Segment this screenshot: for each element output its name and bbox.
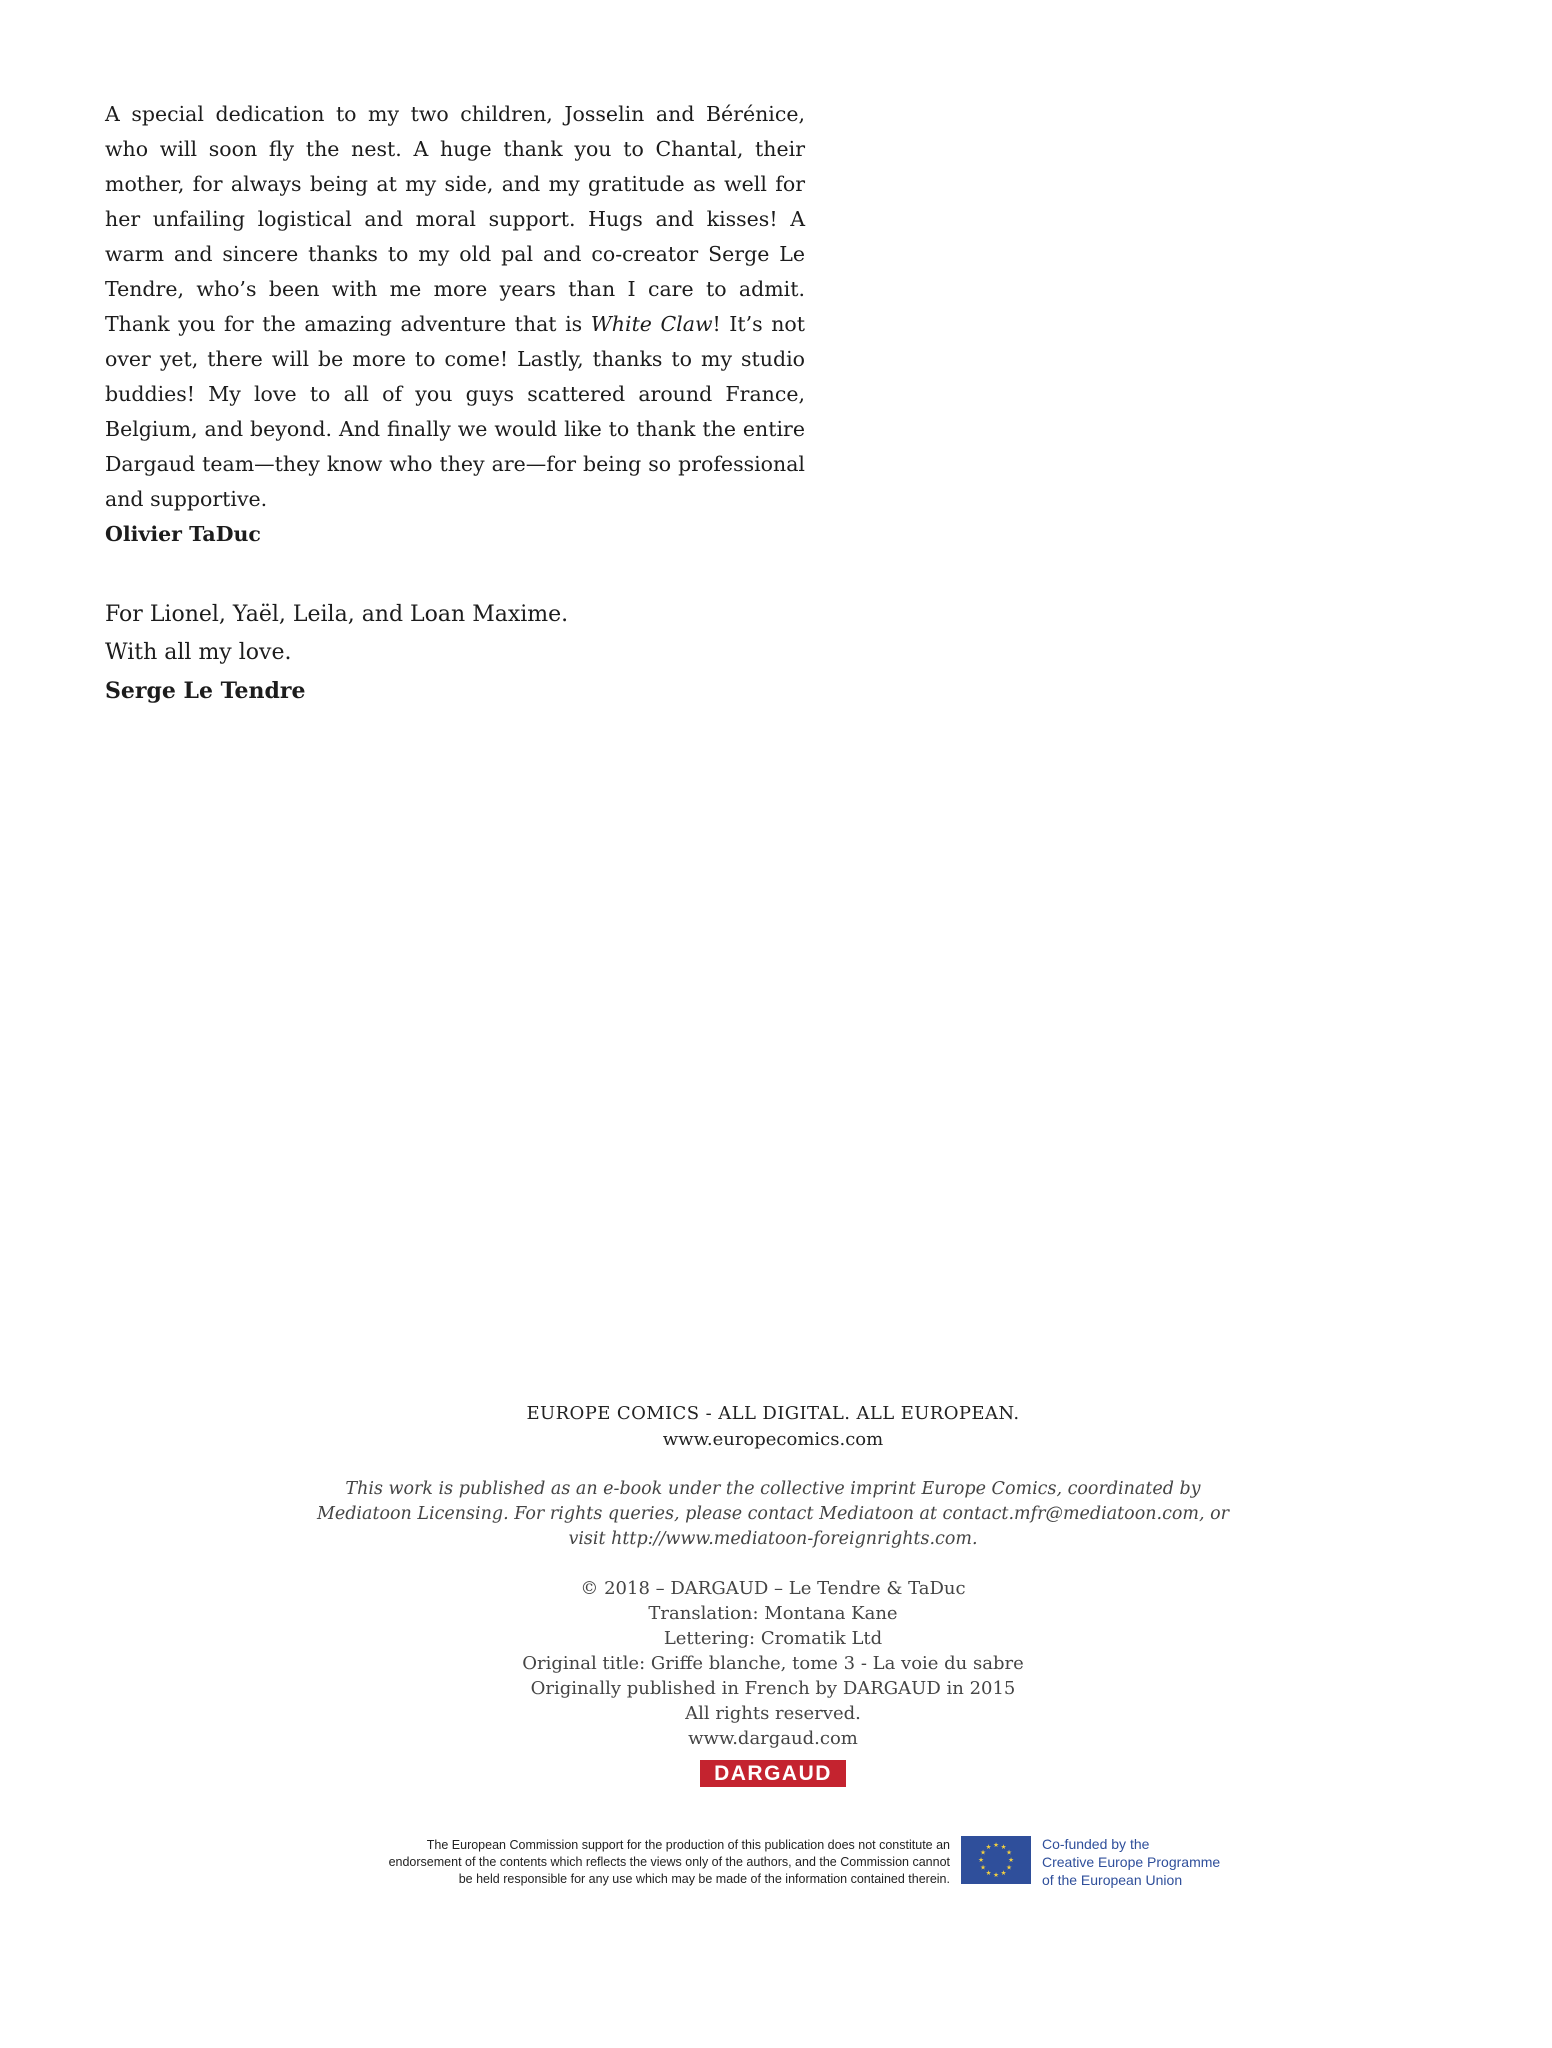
dedication-letendre-line2: With all my love. — [105, 640, 292, 665]
dedication-taduc — [105, 97, 805, 552]
eu-star: ★ — [993, 1842, 999, 1850]
translation-credit: Translation: Montana Kane — [648, 1603, 898, 1624]
credits-block — [300, 1576, 1246, 1751]
eu-star: ★ — [1006, 1864, 1012, 1872]
dargaud-website[interactable]: www.dargaud.com — [688, 1728, 858, 1749]
eu-star: ★ — [980, 1864, 986, 1872]
eu-cofunded-label — [1042, 1835, 1220, 1889]
signature-taduc: Olivier TaDuc — [105, 522, 261, 546]
dargaud-logo: DARGAUD — [700, 1760, 846, 1787]
dedication-taduc-text-part2: ! It’s not over yet, there will be more to come! Lastly, thanks to my studio buddies! My love to all of you guys scattered around France, Belgium, and beyond. And finally we would like to thank the entire Dargaud team—they know who they are—for being so professional and supportive. — [105, 312, 805, 511]
eu-star: ★ — [985, 1844, 992, 1852]
eu-disclaimer-line: endorsement of the contents which reflects the views only of the authors, and the Commission cannot — [388, 1855, 950, 1869]
eu-star: ★ — [993, 1872, 999, 1880]
eu-star: ★ — [1006, 1849, 1012, 1857]
dedication-taduc-text — [105, 97, 805, 517]
eu-star: ★ — [978, 1857, 984, 1865]
eu-disclaimer-line: The European Commission support for the production of this publication does not constitute an — [426, 1838, 950, 1852]
colophon — [300, 1401, 1246, 1787]
eu-star: ★ — [1000, 1844, 1007, 1852]
eu-disclaimer — [300, 1837, 950, 1888]
eu-flag-icon — [961, 1836, 1031, 1884]
europe-comics-tagline: EUROPE COMICS - ALL DIGITAL. ALL EUROPEAN. — [526, 1403, 1020, 1424]
eu-star: ★ — [980, 1849, 986, 1857]
dedication-taduc-text-part1: A special dedication to my two children, Josselin and Bérénice, who will soon fly the nest. A huge thank you to Chantal, their mother, for always being at my side, and my gratitude as well for her unfailing logistical and moral support. Hugs and kisses! A warm and sincere thanks to my old pal and co-creator Serge Le Tendre, who’s been with me more years than I care to admit. Thank you for the amazing adventure that is — [105, 102, 805, 336]
original-publication: Originally published in French by DARGAUD in 2015 — [530, 1678, 1016, 1699]
lettering-credit: Lettering: Cromatik Ltd — [663, 1628, 883, 1649]
eu-star: ★ — [985, 1870, 992, 1878]
original-title: Original title: Griffe blanche, tome 3 - La voie du sabre — [522, 1653, 1024, 1674]
publication-notice: This work is published as an e-book under the collective imprint Europe Comics, coordinated by Mediatoon Licensing. For rights queries, please contact Mediatoon at contact.mfr@mediatoon.com, or visit http://www.mediatoon-foreignrights.com. — [316, 1479, 1230, 1549]
dedication-letendre-line1: For Lionel, Yaël, Leila, and Loan Maxime. — [105, 602, 569, 627]
rights-reserved: All rights reserved. — [685, 1703, 861, 1724]
eu-star: ★ — [1000, 1870, 1007, 1878]
eu-cofunded-line: of the European Union — [1042, 1872, 1183, 1888]
signature-letendre: Serge Le Tendre — [105, 678, 306, 704]
europe-comics-website[interactable]: www.europecomics.com — [662, 1429, 884, 1450]
eu-support-block — [300, 1835, 1260, 1895]
eu-disclaimer-line: be held responsible for any use which may be made of the information contained therein. — [458, 1872, 950, 1886]
eu-cofunded-line: Creative Europe Programme — [1042, 1854, 1221, 1870]
eu-cofunded-line: Co-funded by the — [1042, 1836, 1150, 1852]
eu-star: ★ — [1008, 1857, 1014, 1865]
dedication-letendre — [105, 596, 805, 710]
copyright-line: © 2018 – DARGAUD – Le Tendre & TaDuc — [580, 1578, 966, 1599]
book-title: White Claw — [590, 312, 713, 336]
